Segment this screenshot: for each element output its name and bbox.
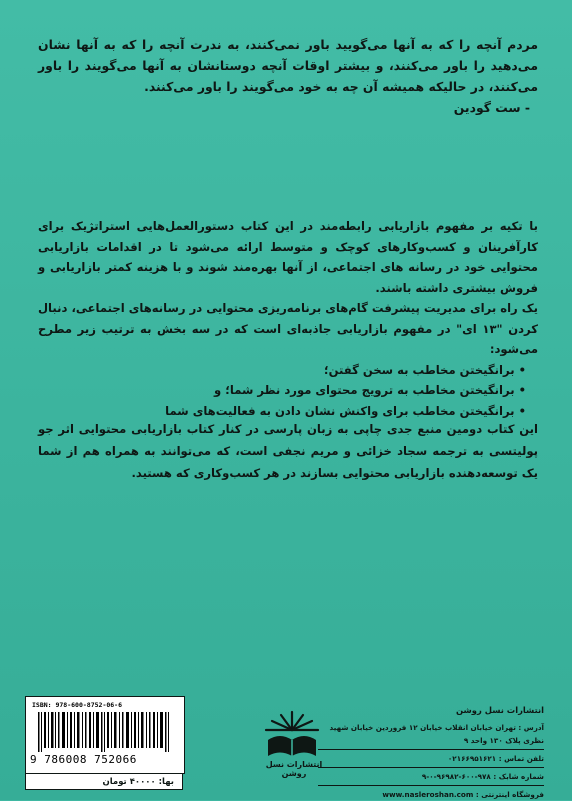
- intro-paragraph-2: یک راه برای مدیریت پیشرفت گام‌های برنامه‌ریزی محتوایی در رسانه‌های اجتماعی، دنبال کردن "۱۳ ای" در مفهوم بازاریابی جاذبه‌ای است که در سه بخش به ترتیب زیر مطرح می‌شود:: [37, 301, 538, 356]
- isbn-label: شماره شابک :: [493, 772, 544, 781]
- bullet-list: [38, 360, 538, 422]
- store-label: فروشگاه اینترنتی :: [475, 790, 544, 799]
- outro-block: [38, 418, 538, 484]
- isbn-row: [318, 770, 544, 783]
- barcode-number: 9 786008 752066: [30, 753, 137, 766]
- bullet-item: • برانگیختن مخاطب به ترویج محتوای مورد نظر شما؛ و: [38, 380, 526, 401]
- quote-text: مردم آنچه را که به آنها می‌گویید باور نمی‌کنند، به ندرت آنچه را که به آنها نشان می‌دهید را باور می‌کنند، و بیشتر اوقات آنچه دوستانشان به آنها می‌گویند را باور می‌کنند، در حالیکه همیشه آن چه به خود می‌گویند را باور می‌کنند.: [38, 37, 538, 94]
- outro-paragraph: این کتاب دومین منبع جدی چاپی به زبان پارسی در کنار کتاب بازاریابی محتوایی اثر جو پولیتسی به ترجمه سجاد خزائی و مریم نجفی است، که می‌توانند به همراه هم از شما یک توسعه‌دهنده بازاریابی محتوایی بسازند در هر کسب‌وکاری که هستید.: [38, 422, 538, 480]
- barcode-bars-icon: [34, 712, 176, 752]
- quote-block: [38, 34, 538, 118]
- bullet-item: • برانگیختن مخاطب برای واکنش نشان دادن به فعالیت‌های شما: [38, 401, 526, 422]
- isbn-value: ۹۷۸-۶۰۰-۹۶۹۸۲-۰-۹: [421, 772, 491, 781]
- intro-block: [38, 216, 538, 421]
- phone-label: تلفن تماس :: [498, 754, 544, 763]
- barcode: [25, 696, 185, 774]
- intro-paragraph-1: با تکیه بر مفهوم بازاریابی رابطه‌مند در این کتاب دستورالعمل‌هایی استراتژیک برای کارآفرینان و کسب‌وکارهای کوچک و متوسط ارائه می‌شود تا در اقدامات بازاریابی محتوایی خود در رسانه های اجتماعی، از آنها بهره‌مند شوند و با هزینه کمتر بازاریابی و فروش بیشتری داشته باشند.: [38, 219, 538, 295]
- price-label: بها: ۴۰۰۰۰ تومان: [25, 773, 183, 790]
- bullet-item: • برانگیختن مخاطب به سخن گفتن؛: [38, 360, 526, 381]
- publisher-info: [318, 704, 544, 801]
- divider: [318, 785, 544, 786]
- phone-number: ۰۲۱۶۶۹۵۱۶۲۱: [447, 754, 497, 763]
- website-link[interactable]: www.nasleroshan.com: [382, 790, 474, 799]
- website-row: [318, 788, 544, 801]
- quote-author: - ست گودین: [453, 100, 530, 115]
- publisher-name: انتشارات نسل روشن: [456, 705, 544, 715]
- logo-text: انتشارات نسل روشن: [265, 760, 323, 778]
- publisher-address: آدرس : تهران خیابان انقلاب خیابان ۱۲ فروردین خیابان شهید نظری پلاک ۱۳۰ واحد ۹: [329, 723, 544, 745]
- publisher-phone-row: [318, 752, 544, 765]
- divider: [318, 767, 544, 768]
- barcode-isbn-text: ISBN: 978-600-8752-06-6: [32, 701, 123, 709]
- divider: [318, 749, 544, 750]
